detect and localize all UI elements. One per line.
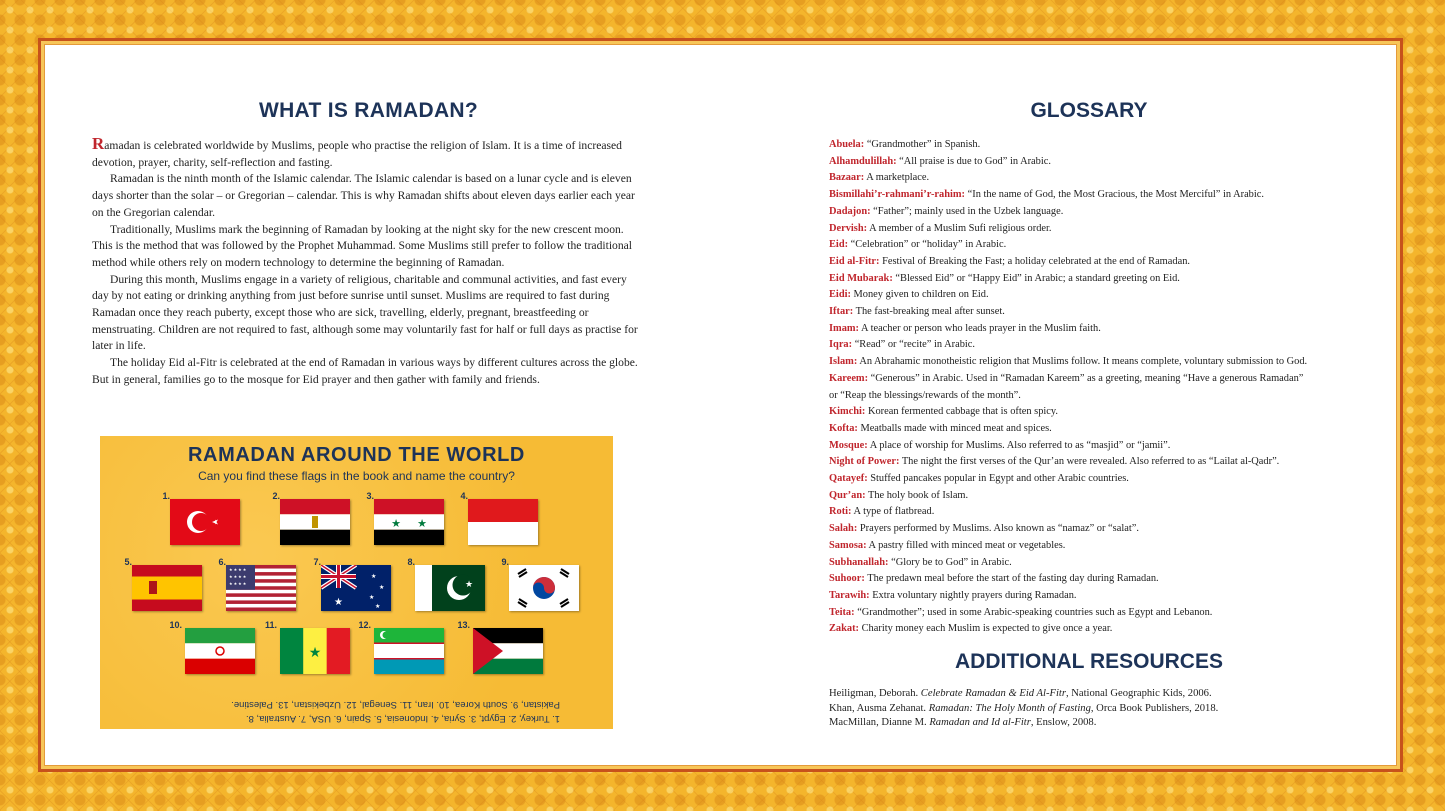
glossary-list: [829, 137, 1389, 638]
glossary-term: Salah:: [829, 523, 858, 535]
ramadan-around-the-world-box: RAMADAN AROUND THE WORLD Can you find these flags in the book and name the country? 1. 2. 3. ★ ★ 4. 5. 6. ★ ★ ★ ★ ★ ★ ★ ★ ★ ★ ★ ★ 7. ★ ★ ★ ★ ★ 8. ★ 9. 10. 11. ★ 12. 13. 1. Turkey, 2. Egypt, 3. Syria, 4. Indonesia, 5. Spain, 6. USA, 7. Australia, 8. Pakistan, 9. South Korea, 10. Iran, 11. Senegal, 12. Uzbekistan, 13. Palestine.: [100, 436, 613, 729]
glossary-term: Subhanallah:: [829, 556, 889, 568]
glossary-entry: [829, 621, 1389, 638]
glossary-definition: “Father”; mainly used in the Uzbek language.: [870, 205, 1064, 217]
ramadan-heading: WHAT IS RAMADAN?: [258, 99, 479, 122]
glossary-definition: A type of flatbread.: [851, 506, 935, 518]
glossary-entry: [829, 421, 1389, 438]
glossary-entry: [829, 388, 1389, 405]
glossary-entry: [829, 488, 1389, 505]
resource-rest: , Orca Book Publishers, 2018.: [1090, 702, 1219, 714]
glossary-entry: [829, 254, 1389, 271]
flag-pakistan: [415, 565, 485, 611]
glossary-definition: The holy book of Islam.: [865, 489, 969, 501]
glossary-definition: A teacher or person who leads prayer in the Muslim faith.: [859, 322, 1101, 334]
resource-item: [829, 687, 1349, 702]
glossary-term: Tarawih:: [829, 589, 870, 601]
glossary-entry: [829, 454, 1389, 471]
glossary-term: Iftar:: [829, 306, 854, 318]
glossary-entry: [829, 538, 1389, 555]
glossary-term: Islam:: [829, 356, 858, 368]
glossary-entry: [829, 221, 1389, 238]
glossary-entry: [829, 571, 1389, 588]
glossary-term: Dervish:: [829, 222, 868, 234]
glossary-definition: “Blessed Eid” or “Happy Eid” in Arabic; a standard greeting on Eid.: [892, 272, 1180, 284]
glossary-definition: A marketplace.: [864, 172, 930, 184]
page-frame: [38, 38, 1403, 772]
svg-text:★: ★: [371, 574, 377, 580]
glossary-entry: [829, 337, 1389, 354]
glossary-definition: Festival of Breaking the Fast; a holiday celebrated at the end of Ramadan.: [879, 255, 1190, 267]
flag-indonesia: [468, 499, 538, 545]
glossary-definition: “In the name of God, the Most Gracious, the Most Merciful” in Arabic.: [965, 189, 1264, 201]
glossary-term: Iqra:: [829, 339, 853, 351]
glossary-entry: [829, 137, 1389, 154]
glossary-definition: Prayers performed by Muslims. Also known as “namaz” or “salat”.: [857, 523, 1139, 535]
glossary-definition: Meatballs made with minced meat and spices.: [857, 422, 1052, 434]
svg-text:★: ★: [391, 518, 401, 530]
resource-title: Ramadan and Id al-Fitr: [929, 717, 1031, 728]
glossary-entry: [829, 154, 1389, 171]
flag-egypt: [280, 499, 350, 545]
glossary-entry: [829, 555, 1389, 572]
glossary-term: Imam:: [829, 322, 860, 334]
flag-iran: [185, 628, 255, 674]
glossary-term: Kofta:: [829, 422, 858, 434]
glossary-term: Teita:: [829, 606, 855, 618]
glossary-term: Abuela:: [829, 139, 865, 150]
glossary-definition: “All praise is due to God” in Arabic.: [896, 155, 1051, 167]
glossary-term: Eid:: [829, 239, 849, 251]
flag-uzbekistan: [374, 628, 444, 674]
glossary-definition: Charity money each Muslim is expected to give once a year.: [859, 623, 1113, 635]
resource-author: MacMillan, Dianne M.: [829, 717, 930, 728]
glossary-entry: [829, 354, 1389, 371]
ramadan-body: [92, 134, 645, 389]
glossary-entry: [829, 371, 1389, 388]
glossary-definition: “Glory be to God” in Arabic.: [888, 556, 1012, 568]
flag-usa: [226, 565, 296, 611]
svg-text:★ ★ ★ ★: ★ ★ ★ ★: [229, 567, 247, 572]
svg-text:★: ★: [417, 518, 427, 530]
glossary-entry: [829, 438, 1389, 455]
glossary-entry: [829, 504, 1389, 521]
glossary-entry: [829, 404, 1389, 421]
glossary-definition: Extra voluntary nightly prayers during Ramadan.: [869, 589, 1077, 601]
glossary-definition: Korean fermented cabbage that is often spicy.: [865, 406, 1059, 418]
flag-answers-upside-down: 1. Turkey, 2. Egypt, 3. Syria, 4. Indonesia, 5. Spain, 6. USA, 7. Australia, 8. Pakistan, 9. South Korea, 10. Iran, 11. Senegal, 12. Uzbekistan, 13. Palestine.: [231, 699, 560, 724]
flag-spain: [132, 565, 202, 611]
glossary-term: Qur’an:: [829, 489, 866, 501]
world-title: RAMADAN AROUND THE WORLD: [188, 444, 525, 466]
glossary-entry: [829, 304, 1389, 321]
flag-syria: [374, 499, 444, 545]
paragraph-3: Traditionally, Muslims mark the beginning of Ramadan by looking at the night sky for the new crescent moon. This is the method that was followed by the Prophet Muhammad. Some Muslims still prefer to follow the traditional method while others rely on modern technology to determine the beginning of Ramadan.: [92, 222, 632, 269]
glossary-definition: or “Reap the blessings/rewards of the month”.: [829, 389, 1021, 401]
glossary-entry: [829, 204, 1389, 221]
glossary-entry: [829, 187, 1389, 204]
world-subtitle: Can you find these flags in the book and name the country?: [198, 469, 515, 483]
glossary-term: Mosque:: [829, 439, 868, 451]
resource-rest: , National Geographic Kids, 2006.: [1065, 688, 1212, 699]
resource-author: Khan, Ausma Zehanat.: [829, 702, 929, 714]
drop-cap: R: [92, 134, 105, 153]
glossary-term: Kareem:: [829, 372, 869, 384]
glossary-definition: “Grandmother” in Spanish.: [864, 139, 981, 150]
glossary-entry: [829, 287, 1389, 304]
glossary-entry: [829, 588, 1389, 605]
glossary-definition: A member of a Muslim Sufi religious order.: [867, 222, 1052, 234]
glossary-definition: A pastry filled with minced meat or vegetables.: [866, 539, 1066, 551]
glossary-term: Qatayef:: [829, 473, 868, 485]
glossary-definition: An Abrahamic monotheistic religion that Muslims follow. It means complete, voluntary submission to God.: [857, 356, 1308, 368]
resource-author: Heiligman, Deborah.: [829, 688, 921, 699]
svg-text:★ ★ ★ ★: ★ ★ ★ ★: [229, 581, 247, 586]
glossary-entry: [829, 605, 1389, 622]
flag-palestine: [473, 628, 543, 674]
svg-text:★ ★ ★ ★: ★ ★ ★ ★: [229, 574, 247, 579]
paragraph-4: During this month, Muslims engage in a variety of religious, charitable and communal activities, and fast every day by not eating or drinking anything from just before sunrise until sunset. Muslims are required to fast during Ramadan once they reach puberty, except those who are sick, travelling, elderly, pregnant, breastfeeding or menstruating. Children are not required to fast, although some may voluntarily fast for half or full days as practise for later in life.: [92, 272, 638, 353]
flag-turkey: [170, 499, 240, 545]
svg-text:★: ★: [375, 604, 381, 610]
flag-south-korea: [509, 565, 579, 611]
book-spread: [44, 44, 1397, 766]
resource-title: Ramadan: The Holy Month of Fasting: [928, 702, 1091, 714]
glossary-definition: Money given to children on Eid.: [850, 289, 989, 301]
svg-text:★: ★: [379, 585, 385, 591]
additional-resources-heading: ADDITIONAL RESOURCES: [955, 650, 1223, 673]
glossary-term: Alhamdulillah:: [829, 155, 897, 167]
glossary-term: Kimchi:: [829, 406, 866, 418]
svg-text:★: ★: [334, 597, 343, 608]
glossary-definition: A place of worship for Muslims. Also referred to as “masjid” or “jamii”.: [867, 439, 1171, 451]
glossary-term: Zakat:: [829, 623, 860, 635]
glossary-definition: The fast-breaking meal after sunset.: [853, 306, 1005, 318]
glossary-definition: Stuffed pancakes popular in Egypt and other Arabic countries.: [867, 473, 1129, 485]
resource-rest: , Enslow, 2008.: [1030, 717, 1097, 728]
glossary-term: Eid Mubarak:: [829, 272, 893, 284]
glossary-entry: [829, 237, 1389, 254]
glossary-definition: “Read” or “recite” in Arabic.: [852, 339, 975, 351]
glossary-term: Eidi:: [829, 289, 851, 301]
glossary-entry: [829, 471, 1389, 488]
glossary-definition: “Celebration” or “holiday” in Arabic.: [848, 239, 1007, 251]
resource-title: Celebrate Ramadan & Eid Al-Fitr: [920, 688, 1066, 699]
glossary-entry: [829, 170, 1389, 187]
svg-text:★: ★: [369, 595, 375, 601]
glossary-term: Dadajon:: [829, 205, 871, 217]
glossary-definition: “Generous” in Arabic. Used in “Ramadan Kareem” as a greeting, meaning “Have a generous Ramadan”: [868, 372, 1304, 384]
svg-text:★: ★: [308, 646, 322, 661]
glossary-term: Suhoor:: [829, 573, 865, 585]
glossary-term: Samosa:: [829, 539, 867, 551]
glossary-definition: “Grandmother”; used in some Arabic-speaking countries such as Egypt and Lebanon.: [854, 606, 1213, 618]
flag-senegal: [280, 628, 350, 674]
glossary-definition: The predawn meal before the start of the fasting day during Ramadan.: [864, 573, 1159, 585]
glossary-entry: [829, 321, 1389, 338]
paragraph-1: Ramadan is celebrated worldwide by Muslims, people who practise the religion of Islam. It is a time of increased devotion, prayer, charity, self-reflection and fasting.: [92, 134, 622, 169]
glossary-heading: GLOSSARY: [1030, 99, 1148, 122]
glossary-definition: The night the first verses of the Qur’an were revealed. Also referred to as “Lailat al-Qadr”.: [899, 456, 1280, 468]
resources-list: [829, 687, 1349, 731]
glossary-term: Night of Power:: [829, 456, 900, 468]
resource-item: [829, 702, 1349, 717]
svg-text:★: ★: [465, 579, 474, 589]
flag-australia: [321, 565, 391, 611]
glossary-term: Bazaar:: [829, 172, 865, 184]
resource-item: [829, 716, 1349, 731]
glossary-term: Eid al-Fitr:: [829, 255, 880, 267]
paragraph-2: Ramadan is the ninth month of the Islamic calendar. The Islamic calendar is based on a lunar cycle and is eleven days shorter than the solar – or Gregorian – calendar. This is why Ramadan shifts about eleven days earlier each year on the Gregorian calendar.: [92, 172, 635, 219]
glossary-entry: [829, 521, 1389, 538]
glossary-term: Bismillahi’r-rahmani’r-rahim:: [829, 189, 966, 201]
glossary-term: Roti:: [829, 506, 852, 518]
glossary-entry: [829, 271, 1389, 288]
paragraph-5: The holiday Eid al-Fitr is celebrated at the end of Ramadan in various ways by different cultures across the globe. But in general, families go to the mosque for Eid prayer and then gather with family and friends.: [92, 356, 638, 386]
